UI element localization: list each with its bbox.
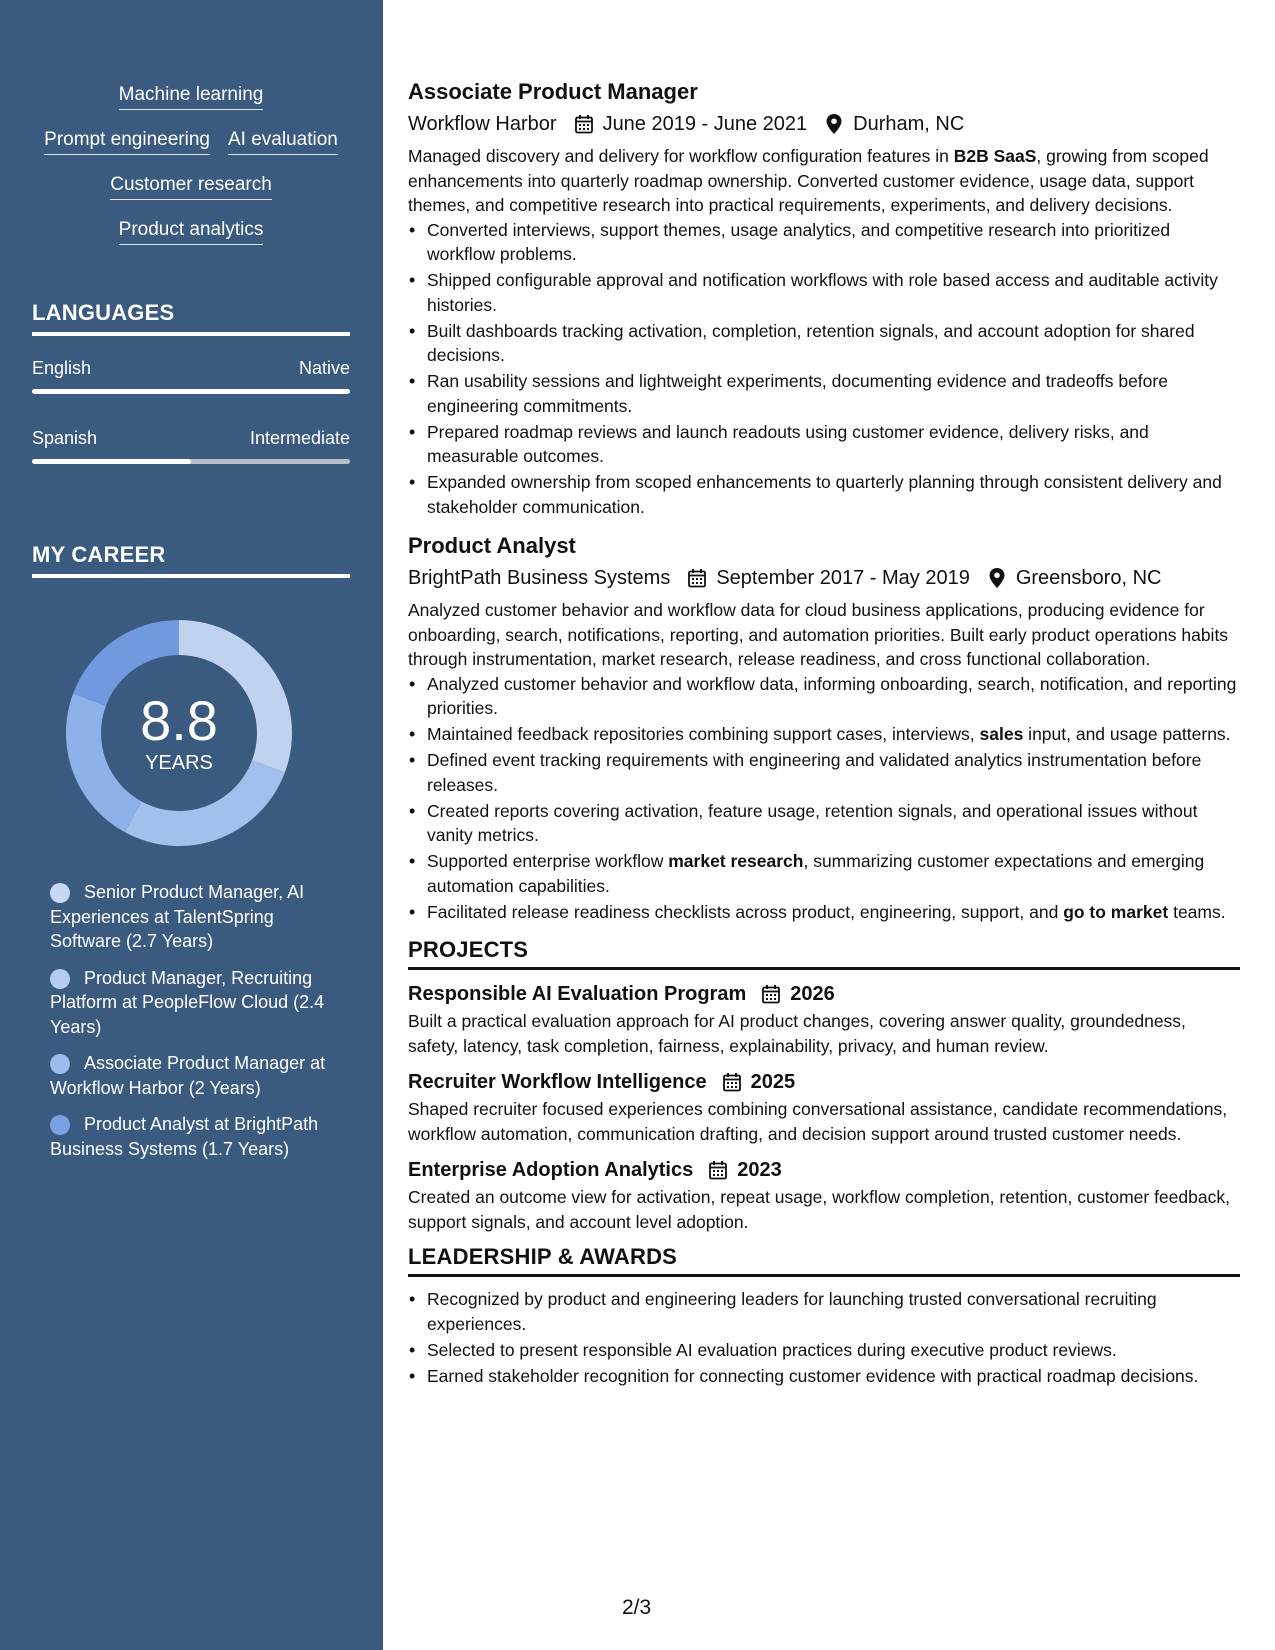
- calendar-icon: [707, 1159, 729, 1181]
- skill-tag: Customer research: [110, 174, 272, 200]
- leadership-bullet: • Earned stakeholder recognition for connecting customer evidence with practical roadmap decisions.: [408, 1364, 1240, 1389]
- career-legend-item: [50, 880, 335, 954]
- career-total-years: 8.8: [140, 688, 218, 752]
- project-description: Built a practical evaluation approach for AI product changes, covering answer quality, groundedness, safety, latency, task completion, fairness, explainability, privacy, and human review.: [408, 1011, 1186, 1056]
- career-legend-text: Associate Product Manager at Workflow Harbor (2 Years): [50, 1053, 326, 1098]
- language-bar: [32, 459, 350, 464]
- job-bullet: • Shipped configurable approval and notification workflows with role based access and auditable activity histories.: [408, 268, 1240, 317]
- project-description: Shaped recruiter focused experiences combining conversational assistance, candidate recommendations, workflow automation, communication drafting, and decision support around trusted customer needs.: [408, 1099, 1228, 1144]
- leadership-heading: LEADERSHIP & AWARDS: [408, 1244, 1240, 1277]
- job-bullet: • Built dashboards tracking activation, completion, retention signals, and account adoption for shared decisions.: [408, 319, 1240, 368]
- job-bullet: • Analyzed customer behavior and workflow data, informing onboarding, search, notification, and reporting priorities.: [408, 672, 1240, 721]
- skill-row: [32, 174, 350, 219]
- job-location: Greensboro, NC: [1015, 567, 1162, 589]
- project-title: Responsible AI Evaluation Program: [408, 983, 747, 1005]
- project-entry: [408, 1156, 1240, 1234]
- location-pin-icon: [823, 113, 845, 135]
- career-dot-icon: [50, 883, 70, 903]
- calendar-icon: [686, 567, 708, 589]
- career-heading: MY CAREER: [32, 542, 350, 578]
- project-title: Recruiter Workflow Intelligence: [408, 1071, 707, 1093]
- job-bullets: [408, 218, 1240, 520]
- job-company: BrightPath Business Systems: [408, 567, 671, 589]
- skill-row: [32, 129, 350, 174]
- job-dates: June 2019 - June 2021: [602, 113, 808, 135]
- job-bullet: • Prepared roadmap reviews and launch readouts using customer evidence, delivery risks, and measurable outcomes.: [408, 420, 1240, 469]
- project-entry: [408, 980, 1240, 1058]
- language-spanish: [32, 428, 350, 464]
- job-company: Workflow Harbor: [408, 113, 557, 135]
- job-bullet: • Created reports covering activation, feature usage, retention signals, and operational issues without vanity metrics.: [408, 799, 1240, 848]
- skill-tag: Prompt engineering: [44, 129, 210, 155]
- projects-heading: PROJECTS: [408, 937, 1240, 970]
- job-title: Associate Product Manager: [408, 79, 698, 104]
- project-year: 2026: [790, 983, 835, 1005]
- job-entry: [408, 532, 1240, 924]
- career-legend-text: Product Manager, Recruiting Platform at PeopleFlow Cloud (2.4 Years): [50, 967, 325, 1037]
- calendar-icon: [721, 1071, 743, 1093]
- languages-heading: LANGUAGES: [32, 300, 350, 336]
- job-bullet: • Maintained feedback repositories combining support cases, interviews, sales input, and usage patterns.: [408, 722, 1240, 747]
- career-legend-item: [50, 1112, 335, 1161]
- language-level: Native: [298, 358, 350, 378]
- skill-row: [32, 84, 350, 129]
- location-pin-icon: [986, 567, 1008, 589]
- job-bullets: [408, 672, 1240, 925]
- calendar-icon: [573, 113, 595, 135]
- job-bullet: • Converted interviews, support themes, usage analytics, and competitive research into prioritized workflow problems.: [408, 218, 1240, 267]
- career-legend-item: [50, 966, 335, 1040]
- page-number: 2/3: [622, 1596, 652, 1619]
- career-legend: [50, 880, 335, 1173]
- skill-row: [32, 219, 350, 264]
- language-name: English: [32, 358, 92, 378]
- language-english: [32, 358, 350, 394]
- job-location: Durham, NC: [853, 113, 965, 135]
- project-entry: [408, 1068, 1240, 1146]
- skill-tag: Product analytics: [119, 219, 264, 245]
- job-entry: [408, 78, 1240, 519]
- language-bar: [32, 389, 350, 394]
- career-dot-icon: [50, 969, 70, 989]
- donut-center: [66, 620, 292, 846]
- career-total-unit: YEARS: [145, 751, 213, 774]
- language-bar-fill: [32, 389, 350, 394]
- language-bar-fill: [32, 459, 191, 464]
- project-year: 2023: [737, 1159, 782, 1181]
- job-bullet: • Expanded ownership from scoped enhancements to quarterly planning through consistent delivery and stakeholder communication.: [408, 470, 1240, 519]
- job-summary: Analyzed customer behavior and workflow data for cloud business applications, producing evidence for onboarding, search, notifications, reporting, and automation priorities. Built early product operations habits through instrumentation, market research, release readiness, and cross functional collaboration.: [408, 600, 1229, 669]
- sidebar: [0, 0, 383, 1650]
- job-title: Product Analyst: [408, 533, 576, 558]
- skill-tag: AI evaluation: [228, 129, 338, 155]
- leadership-bullet: • Recognized by product and engineering leaders for launching trusted conversational recruiting experiences.: [408, 1287, 1240, 1336]
- career-legend-item: [50, 1051, 335, 1100]
- project-year: 2025: [750, 1071, 796, 1093]
- job-bullet: • Ran usability sessions and lightweight experiments, documenting evidence and tradeoffs before engineering commitments.: [408, 369, 1240, 418]
- job-summary: Managed discovery and delivery for workflow configuration features in B2B SaaS, growing from scoped enhancements into quarterly roadmap ownership. Converted customer evidence, usage data, support themes, and competitive research into practical requirements, experiments, and delivery decisions.: [408, 146, 1209, 215]
- job-meta: [408, 110, 1240, 138]
- leadership-bullets: [408, 1287, 1240, 1388]
- job-bullet: • Facilitated release readiness checklists across product, engineering, support, and go to market teams.: [408, 900, 1240, 925]
- calendar-icon: [760, 983, 782, 1005]
- career-dot-icon: [50, 1115, 70, 1135]
- job-bullet: • Defined event tracking requirements with engineering and validated analytics instrumentation before releases.: [408, 748, 1240, 797]
- career-dot-icon: [50, 1054, 70, 1074]
- project-title: Enterprise Adoption Analytics: [408, 1159, 694, 1181]
- leadership-bullet: • Selected to present responsible AI evaluation practices during executive product reviews.: [408, 1338, 1240, 1363]
- career-legend-text: Product Analyst at BrightPath Business Systems (1.7 Years): [50, 1114, 319, 1159]
- skill-tag: Machine learning: [119, 84, 264, 110]
- project-description: Created an outcome view for activation, repeat usage, workflow completion, retention, customer feedback, support signals, and account level adoption.: [408, 1187, 1230, 1232]
- job-meta: [408, 564, 1240, 592]
- main-content: [408, 78, 1240, 1390]
- career-legend-text: Senior Product Manager, AI Experiences at TalentSpring Software (2.7 Years): [50, 882, 305, 951]
- career-donut-chart: [66, 620, 292, 846]
- language-level: Intermediate: [249, 428, 350, 448]
- skills-list: [32, 84, 350, 264]
- job-dates: September 2017 - May 2019: [716, 567, 970, 589]
- language-name: Spanish: [32, 428, 98, 448]
- job-bullet: • Supported enterprise workflow market research, summarizing customer expectations and emerging automation capabilities.: [408, 849, 1240, 898]
